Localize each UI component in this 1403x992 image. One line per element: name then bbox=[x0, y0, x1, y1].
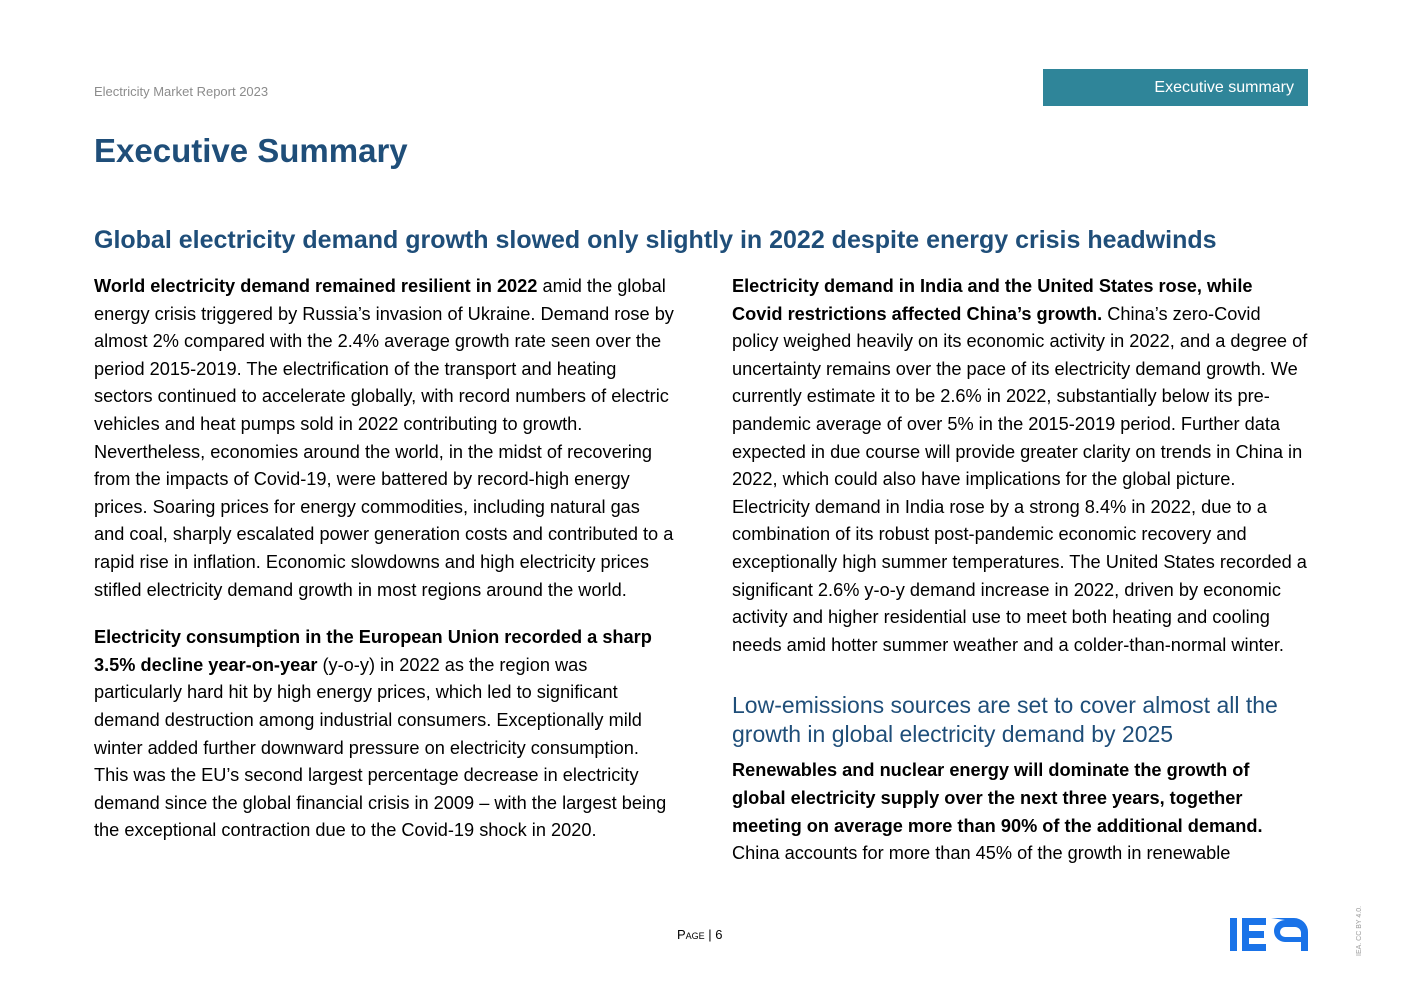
page-separator: | bbox=[704, 927, 716, 942]
paragraph-india-us-china bbox=[732, 273, 1308, 659]
right-column bbox=[732, 273, 1308, 888]
iea-logo bbox=[1228, 914, 1310, 954]
paragraph-lead: Electricity demand in India and the United States rose, while Covid restrictions affected China’s growth. bbox=[732, 276, 1253, 324]
license-mark: IEA. CC BY 4.0. bbox=[1356, 905, 1363, 956]
section-headline: Global electricity demand growth slowed only slightly in 2022 despite energy crisis headwinds bbox=[94, 226, 1217, 254]
paragraph-lead: Renewables and nuclear energy will dominate the growth of global electricity supply over the next three years, together meeting on average more than 90% of the additional demand. bbox=[732, 760, 1263, 836]
paragraph-body: (y-o-y) in 2022 as the region was particularly hard hit by high energy prices, which led to significant demand destruction among industrial consumers. Exceptionally mild winter added further downward pressure on electricity consumption. This was the EU’s second largest percentage decrease in electricity demand since the global financial crisis in 2009 – with the largest being the exceptional contraction due to the Covid-19 shock in 2020. bbox=[94, 654, 667, 841]
subheading-low-emissions: Low-emissions sources are set to cover almost all the growth in global electricity demand by 2025 bbox=[732, 692, 1278, 748]
paragraph-body: China accounts for more than 45% of the growth in renewable bbox=[732, 843, 1231, 864]
paragraph-lead: Electricity consumption in the European Union recorded a sharp 3.5% decline year-on-year bbox=[94, 627, 652, 675]
paragraph-world-demand bbox=[94, 273, 674, 604]
page-title: Executive Summary bbox=[94, 132, 408, 169]
left-column bbox=[94, 273, 674, 865]
paragraph-body: amid the global energy crisis triggered by Russia’s invasion of Ukraine. Demand rose by almost 2% compared with the 2.4% average growth rate seen over the period 2015-2019. The electrification of the transport and heating sectors continued to accelerate globally, with record numbers of electric vehicles and heat pumps sold in 2022 contributing to growth. Nevertheless, economies around the world, in the midst of recovering from the impacts of Covid-19, were battered by record-high energy prices. Soaring prices for energy commodities, including natural gas and coal, sharply escalated power generation costs and contributed to a rapid rise in inflation. Economic slowdowns and high electricity prices stifled electricity demand growth in most regions around the world. bbox=[94, 276, 674, 600]
paragraph-eu-consumption bbox=[94, 624, 674, 845]
section-tab: Executive summary bbox=[1043, 69, 1308, 106]
page-number-value: 6 bbox=[715, 927, 723, 942]
paragraph-lead: World electricity demand remained resilient in 2022 bbox=[94, 276, 538, 296]
report-label: Electricity Market Report 2023 bbox=[94, 84, 269, 99]
page-number bbox=[677, 927, 723, 942]
paragraph-renewables bbox=[732, 757, 1308, 867]
paragraph-body: China’s zero-Covid policy weighed heavily on its economic activity in 2022, and a degree of uncertainty remains over the pace of its electricity demand growth. We currently estimate it to be 2.6% in 2022, substantially below its pre-pandemic average of over 5% in the 2015-2019 period. Further data expected in due course will provide greater clarity on trends in China in 2022, which could also have implications for the global picture. Electricity demand in India rose by a strong 8.4% in 2022, due to a combination of its robust post-pandemic economic recovery and exceptionally high summer temperatures. The United States recorded a significant 2.6% y-o-y demand increase in 2022, driven by economic activity and higher residential use to meet both heating and cooling needs amid hotter summer weather and a colder-than-normal winter. bbox=[732, 303, 1308, 655]
page-word: Page bbox=[677, 927, 705, 942]
